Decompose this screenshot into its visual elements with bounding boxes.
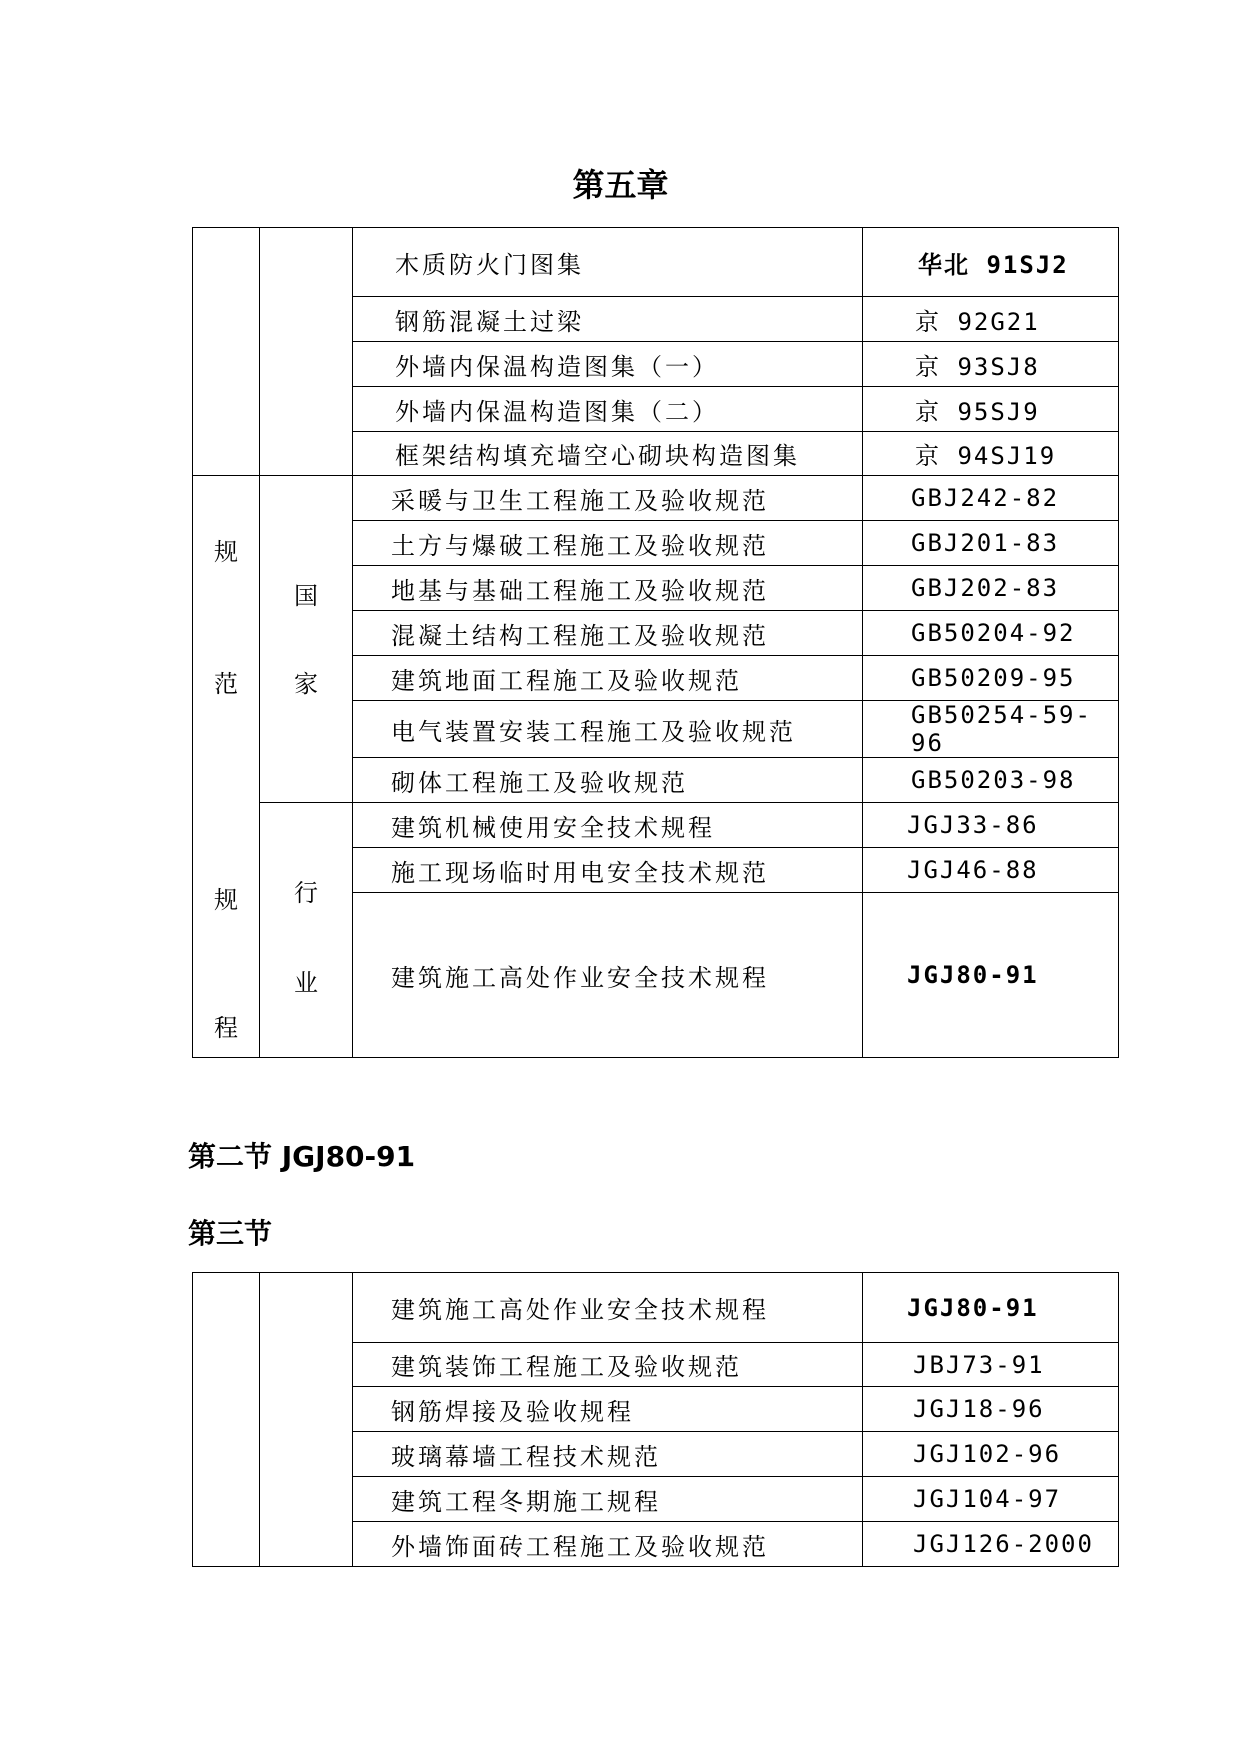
standard-name: 外墙内保温构造图集（二） — [353, 387, 863, 432]
standard-name: 砌体工程施工及验收规范 — [353, 758, 863, 803]
standard-name: 建筑施工高处作业安全技术规程 — [353, 1273, 863, 1343]
table-row — [193, 476, 1119, 521]
table-row — [193, 803, 1119, 848]
standard-code: GBJ242-82 — [863, 476, 1119, 521]
category-char: 家 — [294, 670, 318, 698]
standard-code: JGJ80-91 — [863, 1273, 1119, 1343]
standards-table-2 — [192, 1272, 1119, 1567]
empty-subcategory-cell — [260, 1273, 353, 1567]
subcategory-industry — [260, 803, 353, 1058]
standard-code: JGJ104-97 — [863, 1477, 1119, 1522]
standard-code: GB50209-95 — [863, 656, 1119, 701]
section-heading-2: 第二节 JGJ80-91 — [188, 1140, 416, 1173]
standard-code: JGJ33-86 — [863, 803, 1119, 848]
category-char: 规 — [214, 538, 238, 566]
standard-code: GB50204-92 — [863, 611, 1119, 656]
standard-name: 建筑机械使用安全技术规程 — [353, 803, 863, 848]
standard-code: JGJ126-2000 — [863, 1522, 1119, 1567]
standard-name: 电气装置安装工程施工及验收规范 — [353, 701, 863, 758]
category-char: 行 — [294, 879, 318, 907]
empty-category-cell — [193, 228, 260, 476]
standard-code: GB50203-98 — [863, 758, 1119, 803]
category-standards-procedures — [193, 476, 260, 1058]
standard-name: 外墙内保温构造图集（一） — [353, 342, 863, 387]
standard-name: 施工现场临时用电安全技术规范 — [353, 848, 863, 893]
standard-name: 混凝土结构工程施工及验收规范 — [353, 611, 863, 656]
standard-code: JGJ18-96 — [863, 1387, 1119, 1432]
category-char: 范 — [214, 670, 238, 698]
standard-code: 华北 91SJ2 — [863, 228, 1119, 297]
standard-name: 建筑装饰工程施工及验收规范 — [353, 1343, 863, 1387]
chapter-title: 第五章 — [572, 166, 669, 204]
standard-name: 建筑工程冬期施工规程 — [353, 1477, 863, 1522]
category-char: 程 — [214, 1014, 238, 1042]
table-row — [193, 1273, 1119, 1343]
standard-code: JGJ80-91 — [863, 893, 1119, 1058]
section-heading-3: 第三节 — [188, 1217, 273, 1250]
standard-code: 京 92G21 — [863, 297, 1119, 342]
standard-name: 土方与爆破工程施工及验收规范 — [353, 521, 863, 566]
empty-category-cell — [193, 1273, 260, 1567]
standard-name: 钢筋混凝土过梁 — [353, 297, 863, 342]
standard-code: GBJ202-83 — [863, 566, 1119, 611]
standard-code: GB50254-59-96 — [863, 701, 1119, 758]
standard-name: 建筑地面工程施工及验收规范 — [353, 656, 863, 701]
category-char: 业 — [294, 969, 318, 997]
standard-name: 外墙饰面砖工程施工及验收规范 — [353, 1522, 863, 1567]
standard-code: JGJ46-88 — [863, 848, 1119, 893]
standard-name: 玻璃幕墙工程技术规范 — [353, 1432, 863, 1477]
subcategory-national — [260, 476, 353, 803]
standard-name: 木质防火门图集 — [353, 228, 863, 297]
standard-code: 京 93SJ8 — [863, 342, 1119, 387]
standard-name: 建筑施工高处作业安全技术规程 — [353, 893, 863, 1058]
standard-name: 采暖与卫生工程施工及验收规范 — [353, 476, 863, 521]
standard-code: 京 95SJ9 — [863, 387, 1119, 432]
table-row — [193, 228, 1119, 297]
empty-subcategory-cell — [260, 228, 353, 476]
standards-table-1 — [192, 227, 1119, 1058]
standard-code: JGJ102-96 — [863, 1432, 1119, 1477]
standard-code: GBJ201-83 — [863, 521, 1119, 566]
standard-name: 钢筋焊接及验收规程 — [353, 1387, 863, 1432]
category-char: 国 — [294, 582, 318, 610]
category-char: 规 — [214, 886, 238, 914]
standard-name: 框架结构填充墙空心砌块构造图集 — [353, 432, 863, 476]
standard-code: JBJ73-91 — [863, 1343, 1119, 1387]
standard-name: 地基与基础工程施工及验收规范 — [353, 566, 863, 611]
standard-code: 京 94SJ19 — [863, 432, 1119, 476]
